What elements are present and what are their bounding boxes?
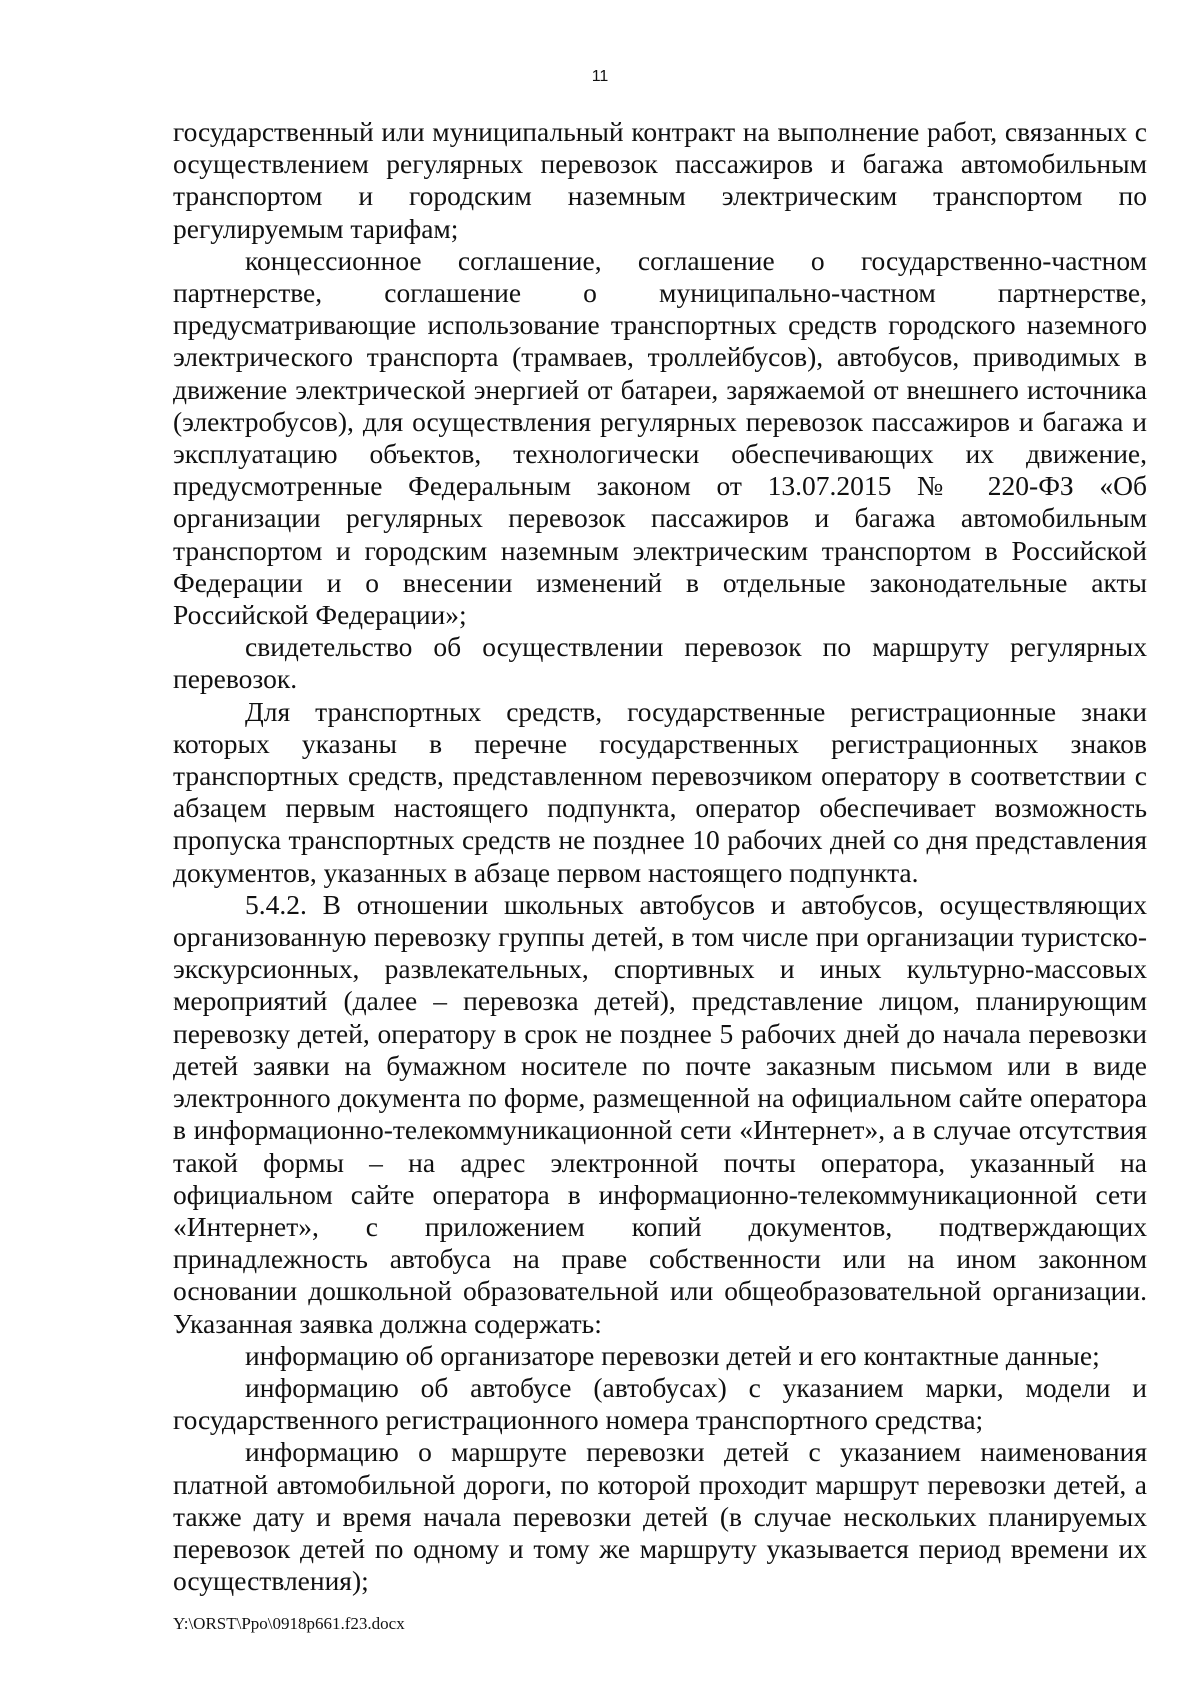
paragraph-certificate: свидетельство об осуществлении перевозок по маршруту регулярных перевозок. (173, 631, 1147, 695)
paragraph-bus-info: информацию об автобусе (автобусах) с указанием марки, модели и государственного регистрационного номера транспортного средства; (173, 1371, 1147, 1436)
footer-file-path: Y:\ORST\Ppo\0918p661.f23.docx (173, 1614, 405, 1633)
paragraph-5-4-2: 5.4.2. В отношении школьных автобусов и автобусов, осуществляющих организованную перевозку группы детей, в том числе при организации туристско-экскурсионных, развлекательных, спортивных и иных культурно-массовых мероприятий (далее – перевозка детей), представление лицом, планирующим перевозку детей, оператору в срок не позднее 5 рабочих дней до начала перевозки детей заявки на бумажном носителе по почте заказным письмом или в виде электронного документа по форме, размещенной на официальном сайте оператора в информационно-телекоммуникационной сети «Интернет», а в случае отсутствия такой формы – на адрес электронной почты оператора, указанный на официальном сайте оператора в информационно-телекоммуникационной сети «Интернет», с приложением копий документов, подтверждающих принадлежность автобуса на праве собственности или на ином законном основании дошкольной образовательной или общеобразовательной организации. Указанная заявка должна содержать: (173, 888, 1147, 1339)
paragraph-vehicle-pass: Для транспортных средств, государственные регистрационные знаки которых указаны в перечне государственных регистрационных знаков транспортных средств, представленном перевозчиком оператору в соответствии с абзацем первым настоящего подпункта, оператор обеспечивает возможность пропуска транспортных средств не позднее 10 рабочих дней со дня представления документов, указанных в абзаце первом настоящего подпункта. (173, 695, 1147, 888)
paragraph-concession: концессионное соглашение, соглашение о государственно-частном партнерстве, соглашение о муниципально-частном партнерстве, предусматривающие использование транспортных средств городского наземного электрического транспорта (трамваев, троллейбусов), автобусов, приводимых в движение электрической энергией от батареи, заряжаемой от внешнего источника (электробусов), для осуществления регулярных перевозок пассажиров и багажа и эксплуатацию объектов, технологически обеспечивающих их движение, предусмотренные Федеральным законом от 13.07.2015 № 220-ФЗ «Об организации регулярных перевозок пассажиров и багажа автомобильным транспортом и городским наземным электрическим транспортом в Российской Федерации и о внесении изменений в отдельные законодательные акты Российской Федерации»; (173, 244, 1147, 631)
page-number: 11 (591, 68, 609, 85)
document-body (173, 116, 1147, 1597)
paragraph-contract: государственный или муниципальный контракт на выполнение работ, связанных с осуществлением регулярных перевозок пассажиров и багажа автомобильным транспортом и городским наземным электрическим транспортом по регулируемым тарифам; (173, 116, 1147, 244)
paragraph-organizer-info: информацию об организаторе перевозки детей и его контактные данные; (245, 1339, 1100, 1371)
paragraph-route-info: информацию о маршруте перевозки детей с указанием наименования платной автомобильной дороги, по которой проходит маршрут перевозки детей, а также дату и время начала перевозки детей (в случае нескольких планируемых перевозок детей по одному и тому же маршруту указывается период времени их осуществления); (173, 1436, 1147, 1597)
